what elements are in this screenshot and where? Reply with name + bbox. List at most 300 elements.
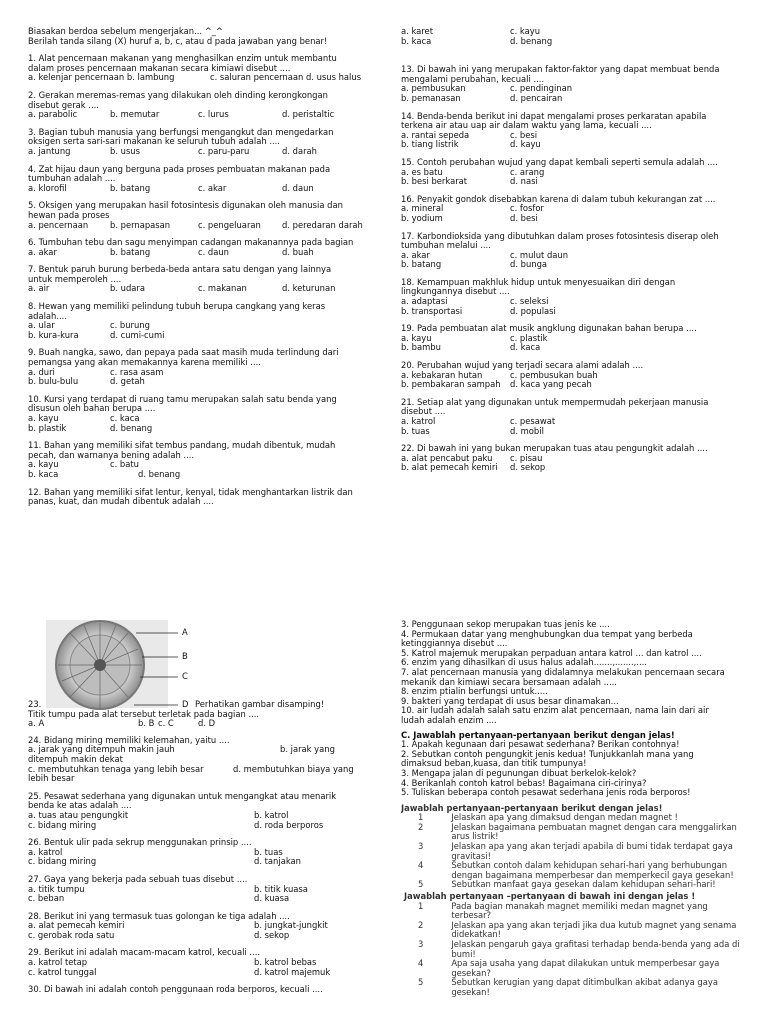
answer-option[interactable]: d. getah xyxy=(110,376,145,387)
question-text: terkena air atau uap air dalam waktu yang lama, kecuali .... xyxy=(401,121,652,131)
question-list-left-bottom xyxy=(28,736,373,995)
section-3-list xyxy=(401,902,741,998)
answer-option[interactable]: a. duri xyxy=(28,366,55,377)
option-row xyxy=(28,110,373,120)
answer-option[interactable]: c. kaca xyxy=(110,413,140,423)
question-text: disebut .... xyxy=(401,407,446,417)
wheel-hub xyxy=(94,659,106,671)
option-row xyxy=(401,343,741,353)
answer-option[interactable]: c. katrol tunggal xyxy=(28,966,97,977)
essay-item xyxy=(401,921,741,940)
answer-option[interactable]: c. plastik xyxy=(510,332,548,343)
answer-option[interactable]: b. jarak yang xyxy=(280,744,335,755)
answer-option[interactable]: d. buah xyxy=(282,246,314,257)
answer-option[interactable]: c. fosfor xyxy=(510,203,544,214)
question-item xyxy=(28,488,373,507)
answer-option[interactable]: a. air xyxy=(28,283,50,294)
answer-option[interactable]: d. darah xyxy=(282,145,317,156)
option-row xyxy=(28,460,373,470)
answer-option[interactable]: c. pisau xyxy=(510,452,543,463)
option-row xyxy=(28,931,373,941)
option-row xyxy=(28,377,373,387)
item-text: Sebutkan manfaat gaya gesekan dalam kehidupan sehari-hari! xyxy=(451,879,716,890)
question-item xyxy=(401,195,741,224)
question-item xyxy=(28,985,373,995)
answer-option[interactable]: a. karet xyxy=(401,26,433,36)
item-text: Jelaskan apa yang dimaksud dengan medan magnet ! xyxy=(451,812,678,823)
item-text: Sebutkan contoh dalam kehidupan sehari-hari yang berhubungan dengan bagaimana memperbesar dan memperkecil gaya gesekan! xyxy=(451,860,734,880)
option-row xyxy=(401,204,741,214)
question-text: dalam proses pencernaan makanan secara kimiawi disebut .... xyxy=(28,63,291,73)
answer-option[interactable]: d. benang xyxy=(138,468,181,479)
answer-option[interactable]: d. kuasa xyxy=(254,893,290,904)
answer-option[interactable]: a. adaptasi xyxy=(401,296,448,307)
question-item xyxy=(401,324,741,353)
q23-header xyxy=(28,700,373,710)
answer-option[interactable]: c. daun xyxy=(198,246,229,257)
answer-option[interactable]: a. akar xyxy=(401,249,430,260)
option-row xyxy=(28,885,373,895)
option-row xyxy=(401,94,741,104)
answer-option[interactable]: d. pencairan xyxy=(510,92,563,103)
answer-option[interactable]: a. ular xyxy=(28,320,55,331)
option-row xyxy=(401,37,741,47)
question-text: 29. Berikut ini adalah macam-macam katrol, kecuali .... xyxy=(28,948,261,958)
answer-option[interactable]: b. transportasi xyxy=(401,305,463,316)
q23-option-c[interactable]: c. C xyxy=(158,718,174,729)
answer-option[interactable]: d. cumi-cumi xyxy=(110,329,165,340)
item-text: Pada bagian manakah magnet memiliki medan magnet yang terbesar? xyxy=(451,900,708,921)
answer-option[interactable]: c. bidang miring xyxy=(28,856,97,867)
answer-option[interactable]: c. pendinginan xyxy=(510,83,573,94)
answer-option[interactable]: c. besi xyxy=(510,129,538,140)
answer-option-cont: lebih besar xyxy=(28,774,75,784)
question-item xyxy=(28,54,373,83)
answer-option[interactable]: b. pernapasan xyxy=(110,219,171,230)
option-row xyxy=(28,284,373,294)
option-row xyxy=(28,857,373,867)
question-item xyxy=(28,302,373,340)
question-item xyxy=(401,278,741,316)
q23-option-b[interactable]: b. B xyxy=(138,718,155,729)
answer-option[interactable]: b. usus xyxy=(110,145,140,156)
answer-option[interactable]: d. peristaltic xyxy=(282,109,335,120)
answer-option[interactable]: d. membutuhkan biaya yang xyxy=(233,763,354,774)
question-item xyxy=(401,232,741,270)
question-item xyxy=(401,158,741,187)
question-text: lingkungannya disebut .... xyxy=(401,287,510,297)
question-text: 7. Bentuk paruh burung berbeda-beda antara satu dengan yang lainnya xyxy=(28,265,332,275)
question-item xyxy=(401,398,741,436)
question-item xyxy=(401,444,741,473)
question-item xyxy=(28,165,373,194)
answer-option[interactable]: b. memutar xyxy=(110,109,160,120)
intro-line-2: Berilah tanda silang (X) huruf a, b, c, atau d pada jawaban yang benar! xyxy=(28,36,328,46)
question-text: 8. Hewan yang memiliki pelindung tubuh berupa cangkang yang keras xyxy=(28,302,326,312)
answer-option[interactable]: a. pencernaan xyxy=(28,219,89,230)
answer-option[interactable]: b. kaca xyxy=(28,468,59,479)
option-row xyxy=(28,221,373,231)
option-row xyxy=(401,417,741,427)
question-text: 6. Tumbuhan tebu dan sagu menyimpan cadangan makanannya pada bagian xyxy=(28,238,354,248)
answer-option[interactable]: c. saluran pencernaan d. usus halus xyxy=(210,72,362,83)
left-column-bottom xyxy=(28,700,373,995)
question-item xyxy=(28,792,373,830)
right-column-bottom xyxy=(401,620,741,998)
essay-question: 2. Sebutkan contoh pengungkit jenis kedua! Tunjukkanlah mana yang xyxy=(401,749,694,759)
option-row xyxy=(28,414,373,424)
question-text: 17. Karbondioksida yang dibutuhkan dalam proses fotosintesis diserap oleh xyxy=(401,231,719,241)
essay-question: 1. Apakah kegunaan dari pesawat sederhana? Berikan contohnya! xyxy=(401,740,680,750)
answer-option[interactable]: d. benang xyxy=(510,35,553,46)
answer-option[interactable]: c. mulut daun xyxy=(510,249,569,260)
question-item xyxy=(28,348,373,386)
answer-option[interactable]: b. yodium xyxy=(401,212,443,223)
question-item xyxy=(28,736,373,784)
option-row xyxy=(401,251,741,261)
option-row xyxy=(28,470,373,480)
fill-in-question: ketinggiannya disebut .... xyxy=(401,639,508,649)
answer-option[interactable]: d. peredaran darah xyxy=(282,219,363,230)
option-row xyxy=(28,73,373,83)
question-item xyxy=(28,948,373,977)
question-item xyxy=(401,27,741,46)
question-text: 11. Bahan yang memiliki sifat tembus pandang, mudah dibentuk, mudah xyxy=(28,441,336,451)
question-text: 27. Gaya yang bekerja pada sebuah tuas disebut .... xyxy=(28,874,248,884)
option-row xyxy=(28,147,373,157)
question-item xyxy=(28,265,373,294)
item-number: 1 xyxy=(418,812,424,823)
answer-option[interactable]: c. bidang miring xyxy=(28,819,97,830)
question-text: disusun oleh bahan berupa .... xyxy=(28,404,156,414)
item-number: 4 xyxy=(418,860,424,871)
question-text: 15. Contoh perubahan wujud yang dapat kembali seperti semula adalah .... xyxy=(401,157,718,167)
answer-option[interactable]: b. batang xyxy=(110,246,151,257)
question-list-right-top xyxy=(401,27,741,473)
answer-option[interactable]: a. kayu xyxy=(28,413,59,423)
answer-option[interactable]: c. gerobak roda satu xyxy=(28,929,115,940)
section-2-title: Jawablah pertanyaan-pertanyaan berikut dengan jelas! xyxy=(401,803,663,813)
answer-option[interactable]: b. kaca xyxy=(401,35,432,46)
fill-in-question: 6. enzim yang dihasilkan di usus halus adalah.......,.......,.... xyxy=(401,658,647,668)
question-text: 19. Pada pembuatan alat musik angklung digunakan bahan berupa .... xyxy=(401,324,697,334)
question-text: 5. Oksigen yang merupakan hasil fotosintesis digunakan oleh manusia dan xyxy=(28,201,343,211)
answer-option[interactable]: d. katrol majemuk xyxy=(254,966,331,977)
item-text: Jelaskan bagaimana pembuatan magnet dengan cara menggalirkan arus listrik! xyxy=(451,821,737,842)
essay-item xyxy=(401,959,741,978)
answer-option[interactable]: b. udara xyxy=(110,283,145,294)
answer-option[interactable]: d. daun xyxy=(282,182,314,193)
fill-in-question: 8. enzim ptialin berfungsi untuk..... xyxy=(401,687,548,697)
question-text: 3. Bagian tubuh manusia yang berfungsi mengangkut dan mengedarkan xyxy=(28,127,334,137)
option-row xyxy=(28,745,373,755)
answer-option[interactable]: b. alat pemecah kemiri xyxy=(401,462,498,473)
essay-item xyxy=(401,880,741,890)
answer-option[interactable]: c. pembusukan buah xyxy=(510,369,598,380)
item-number: 4 xyxy=(418,958,424,969)
option-row xyxy=(28,968,373,978)
option-row xyxy=(28,821,373,831)
option-row xyxy=(28,321,373,331)
question-item xyxy=(401,361,741,390)
answer-option[interactable]: b. tuas xyxy=(401,425,430,436)
fill-in-question: mekanik dan kimiawi secara bersamaan adalah ..... xyxy=(401,677,617,687)
question-text: 21. Setiap alat yang digunakan untuk mempermudah pekerjaan manusia xyxy=(401,397,709,407)
option-row xyxy=(401,177,741,187)
question-text: 30. Di bawah ini adalah contoh penggunaan roda berporos, kecuali .... xyxy=(28,985,323,995)
option-row xyxy=(401,140,741,150)
answer-option[interactable]: b. bambu xyxy=(401,342,441,353)
item-number: 3 xyxy=(418,841,424,852)
left-column-top xyxy=(28,27,373,507)
answer-option[interactable]: b. jungkat-jungkit xyxy=(254,920,328,931)
item-number: 2 xyxy=(418,821,424,832)
answer-option[interactable]: b. pemanasan xyxy=(401,92,461,103)
question-text: mengalami perubahan, kecuali .... xyxy=(401,74,545,84)
question-text: 20. Perubahan wujud yang terjadi secara alami adalah .... xyxy=(401,361,644,371)
option-row xyxy=(28,765,373,775)
question-text: 18. Kemampuan makhluk hidup untuk menyesuaikan diri dengan xyxy=(401,277,676,287)
question-item xyxy=(28,91,373,120)
question-text: 12. Bahan yang memiliki sifat lentur, kenyal, tidak menghantarkan listrik dan xyxy=(28,487,353,497)
answer-option[interactable]: d. kaca yang pecah xyxy=(510,379,592,390)
fill-in-question: 4. Permukaan datar yang menghubungkan dua tempat yang berbeda xyxy=(401,629,693,639)
essay-item xyxy=(401,978,741,997)
item-number: 3 xyxy=(418,939,424,949)
essay-item xyxy=(401,902,741,921)
question-text: 25. Pesawat sederhana yang digunakan untuk mengangkat atau menarik xyxy=(28,791,337,801)
section-c-list xyxy=(401,740,741,798)
answer-option[interactable]: a. klorofil xyxy=(28,182,67,193)
answer-option[interactable]: b. pembakaran sampah xyxy=(401,379,501,390)
item-number: 2 xyxy=(418,919,424,930)
answer-option[interactable]: a. kayu xyxy=(28,459,59,470)
figure-label-d: D xyxy=(182,699,189,709)
question-text: tumbuhan melalui .... xyxy=(401,241,491,251)
item-number: 5 xyxy=(418,879,424,890)
question-text: panas, kuat, dan mudah dibentuk adalah .... xyxy=(28,497,214,507)
question-item xyxy=(28,128,373,157)
option-row xyxy=(401,334,741,344)
answer-option[interactable]: d. tanjakan xyxy=(254,856,301,867)
question-list-left-top xyxy=(28,54,373,507)
answer-option[interactable]: b. plastik xyxy=(28,422,67,433)
answer-option[interactable]: c. burung xyxy=(110,320,150,331)
question-text: disebut gerak .... xyxy=(28,100,99,110)
answer-option[interactable]: d. roda berporos xyxy=(254,819,324,830)
answer-option[interactable]: c. lurus xyxy=(198,109,229,120)
item-text: Jelaskan apa yang akan terjadi jika dua kutub magnet yang senama didekatkan! xyxy=(451,919,737,940)
question-item xyxy=(28,395,373,433)
answer-option[interactable]: a. katrol xyxy=(401,416,436,426)
answer-option[interactable]: d. benang xyxy=(110,422,153,433)
answer-option[interactable]: d. keturunan xyxy=(282,283,336,294)
question-text: 13. Di bawah ini yang merupakan faktor-faktor yang dapat membuat benda xyxy=(401,65,720,75)
answer-option[interactable]: b. katrol bebas xyxy=(254,957,317,968)
fill-in-question: ludah adalah enzim .... xyxy=(401,715,497,725)
question-text: 2. Gerakan meremas-remas yang dilakukan oleh dinding kerongkongan xyxy=(28,90,328,100)
option-row xyxy=(28,894,373,904)
answer-option[interactable]: d. besi xyxy=(510,212,538,223)
answer-option[interactable]: b. batang xyxy=(401,259,442,270)
answer-option[interactable]: b. batang xyxy=(110,182,151,193)
section-3-title: Jawablah pertanyaan –pertanyaan di bawah ini dengan jelas ! xyxy=(404,892,696,902)
answer-option[interactable]: d. populasi xyxy=(510,305,556,316)
figure-label-b: B xyxy=(182,651,188,661)
q23-options xyxy=(28,719,373,729)
essay-question: 4. Berikanlah contoh katrol bebas! Bagaimana ciri-cirinya? xyxy=(401,778,647,788)
question-text: 9. Buah nangka, sawo, dan pepaya pada saat masih muda terlindung dari xyxy=(28,348,339,358)
answer-option[interactable]: a. kelenjar pencernaan b. lambung xyxy=(28,72,175,83)
answer-option[interactable]: a. akar xyxy=(28,246,57,257)
answer-option[interactable]: c. paru-paru xyxy=(198,145,250,156)
question-text: 26. Bentuk ulir pada sekrup menggunakan prinsip .... xyxy=(28,838,252,848)
option-row xyxy=(401,27,741,37)
fill-in-list xyxy=(401,620,741,726)
right-column-top xyxy=(401,27,741,473)
answer-option[interactable]: a. tuas atau pengungkit xyxy=(28,809,129,820)
answer-option[interactable]: c. rasa asam xyxy=(110,366,164,377)
question-text: hewan pada proses xyxy=(28,210,110,220)
question-text: 22. Di bawah ini yang bukan merupakan tuas atau pengungkit adalah .... xyxy=(401,444,708,454)
question-text: pemangsa yang akan memakannya karena memiliki .... xyxy=(28,358,261,368)
question-text: 14. Benda-benda berikut ini dapat mengalami proses perkaratan apabila xyxy=(401,111,707,121)
essay-question: 3. Mengapa jalan di pegunungan dibuat berkelok-kelok? xyxy=(401,768,637,778)
answer-option[interactable]: b. besi berkarat xyxy=(401,176,468,187)
question-text: 4. Zat hijau daun yang berguna pada proses pembuatan makanan pada xyxy=(28,164,331,174)
question-item xyxy=(401,65,741,103)
question-text: 16. Penyakit gondok disebabkan karena di dalam tubuh kekurangan zat .... xyxy=(401,194,716,204)
question-item xyxy=(28,875,373,904)
option-row xyxy=(401,307,741,317)
q23-option-a[interactable]: a. A xyxy=(28,718,45,729)
fill-in-question: 3. Penggunaan sekop merupakan tuas jenis ke .... xyxy=(401,620,610,629)
q23-instruction: Perhatikan gambar disamping! xyxy=(195,699,325,709)
section-c-title: C. Jawablah pertanyaan-pertanyaan berikut dengan jelas! xyxy=(401,730,675,740)
option-row xyxy=(28,368,373,378)
essay-item xyxy=(401,823,741,842)
option-row xyxy=(401,463,741,473)
question-item xyxy=(401,112,741,150)
item-text: Jelaskan apa yang akan terjadi apabila di bumi tidak terdapat gaya gravitasi! xyxy=(451,841,733,861)
answer-option[interactable]: d. sekop xyxy=(510,462,546,473)
item-text: Sebutkan kerugian yang dapat ditimbulkan akibat adanya gaya gesekan! xyxy=(451,977,718,997)
figure-label-a: A xyxy=(182,627,188,637)
answer-option[interactable]: c. pesawat xyxy=(510,416,556,426)
q23-number: 23. xyxy=(28,699,42,709)
answer-option[interactable]: a. pembusukan xyxy=(401,83,466,94)
fill-in-question: 9. bakteri yang terdapat di usus besar dinamakan... xyxy=(401,696,619,706)
answer-option[interactable]: a. rantai sepeda xyxy=(401,129,470,140)
question-text: benda ke atas adalah .... xyxy=(28,801,132,811)
answer-option[interactable]: a. titik tumpu xyxy=(28,883,85,894)
answer-option[interactable]: c. makanan xyxy=(198,283,247,294)
answer-option[interactable]: a. alat pencabut paku xyxy=(401,452,493,463)
intro-line-1: Biasakan berdoa sebelum mengerjakan... ^_^ xyxy=(28,27,223,36)
answer-option[interactable]: d. kayu xyxy=(510,139,541,150)
answer-option[interactable]: c. beban xyxy=(28,893,65,904)
item-number: 1 xyxy=(418,900,424,911)
q23-question: Titik tumpu pada alat tersebut terletak pada bagian .... xyxy=(28,709,260,719)
essay-item xyxy=(401,842,741,861)
q23-option-d[interactable]: d. D xyxy=(198,718,216,729)
question-item xyxy=(28,201,373,230)
answer-option[interactable]: c. arang xyxy=(510,166,545,177)
answer-option[interactable]: d. sekop xyxy=(254,929,290,940)
option-row xyxy=(401,427,741,437)
item-number: 5 xyxy=(418,977,424,988)
answer-option[interactable]: a. es batu xyxy=(401,166,443,177)
question-item xyxy=(28,912,373,941)
answer-option-cont: ditempuh makin dekat xyxy=(28,754,123,764)
answer-option[interactable]: a. alat pemecah kemiri xyxy=(28,920,125,931)
answer-option[interactable]: b. kura-kura xyxy=(28,329,79,340)
question-item xyxy=(28,441,373,479)
answer-option[interactable]: c. membutuhkan tenaga yang lebih besar xyxy=(28,763,204,774)
answer-option[interactable]: a. katrol xyxy=(28,846,63,857)
answer-option[interactable]: a. kayu xyxy=(401,332,432,343)
option-row xyxy=(401,214,741,224)
answer-option[interactable]: c. akar xyxy=(198,182,227,193)
answer-option[interactable]: d. mobil xyxy=(510,425,544,436)
answer-option[interactable]: b. tiang listrik xyxy=(401,139,459,150)
option-row xyxy=(28,331,373,341)
answer-option[interactable]: b. bulu-bulu xyxy=(28,376,79,387)
question-text: oksigen serta sari-sari makanan ke seluruh tubuh adalah .... xyxy=(28,137,280,147)
question-item xyxy=(28,838,373,867)
answer-option[interactable]: a. katrol tetap xyxy=(28,957,88,968)
answer-option[interactable]: c. batu xyxy=(110,459,139,470)
answer-option[interactable]: a. jarak yang ditempuh makin jauh xyxy=(28,744,175,755)
answer-option[interactable]: d. nasi xyxy=(510,176,538,187)
answer-option[interactable]: a. kebakaran hutan xyxy=(401,369,483,380)
option-row xyxy=(28,248,373,258)
section-2-list xyxy=(401,813,741,890)
item-text: Jelaskan pengaruh gaya grafitasi terhadap benda-benda yang ada di bumi! xyxy=(451,939,740,959)
answer-option[interactable]: b. tuas xyxy=(254,846,283,857)
fill-in-question: 10. air ludah adalah salah satu enzim alat pencernaan, nama lain dari air xyxy=(401,706,709,716)
question-text: 10. Kursi yang terdapat di ruang tamu merupakan salah satu benda yang xyxy=(28,394,337,404)
answer-option[interactable]: a. parabolic xyxy=(28,109,78,120)
answer-option[interactable]: d. kaca xyxy=(510,342,541,353)
answer-option[interactable]: c. seleksi xyxy=(510,296,549,307)
question-text: adalah.... xyxy=(28,311,67,321)
option-row xyxy=(401,380,741,390)
answer-option[interactable]: c. kayu xyxy=(510,26,541,36)
answer-option[interactable]: b. katrol xyxy=(254,809,289,820)
answer-option[interactable]: a. jantung xyxy=(28,145,71,156)
question-text: 28. Berikut ini yang termasuk tuas golongan ke tiga adalah .... xyxy=(28,911,290,921)
option-row xyxy=(401,260,741,270)
essay-item xyxy=(401,940,741,959)
option-row xyxy=(28,184,373,194)
wheel-image xyxy=(28,615,208,710)
question-text: 1. Alat pencernaan makanan yang menghasilkan enzim untuk membantu xyxy=(28,54,337,64)
fill-in-question: 7. alat pencernaan manusia yang didalamnya melakukan pencernaan secara xyxy=(401,667,725,677)
question-item xyxy=(28,238,373,257)
answer-option[interactable]: b. titik kuasa xyxy=(254,883,308,894)
essay-question: dimaksud beban,kuasa, dan titik tumpunya! xyxy=(401,759,587,769)
fill-in-question: 5. Katrol majemuk merupakan perpaduan antara katrol ... dan katrol .... xyxy=(401,648,702,658)
essay-question: 5. Tuliskan beberapa contoh pesawat sederhana jenis roda berporos! xyxy=(401,788,691,798)
answer-option[interactable]: c. pengeluaran xyxy=(198,219,261,230)
option-row xyxy=(28,424,373,434)
question-text: untuk memperoleh .... xyxy=(28,274,122,284)
answer-option[interactable]: a. mineral xyxy=(401,203,444,214)
answer-option[interactable]: d. bunga xyxy=(510,259,548,270)
question-text: tumbuhan adalah .... xyxy=(28,174,116,184)
essay-item xyxy=(401,861,741,880)
